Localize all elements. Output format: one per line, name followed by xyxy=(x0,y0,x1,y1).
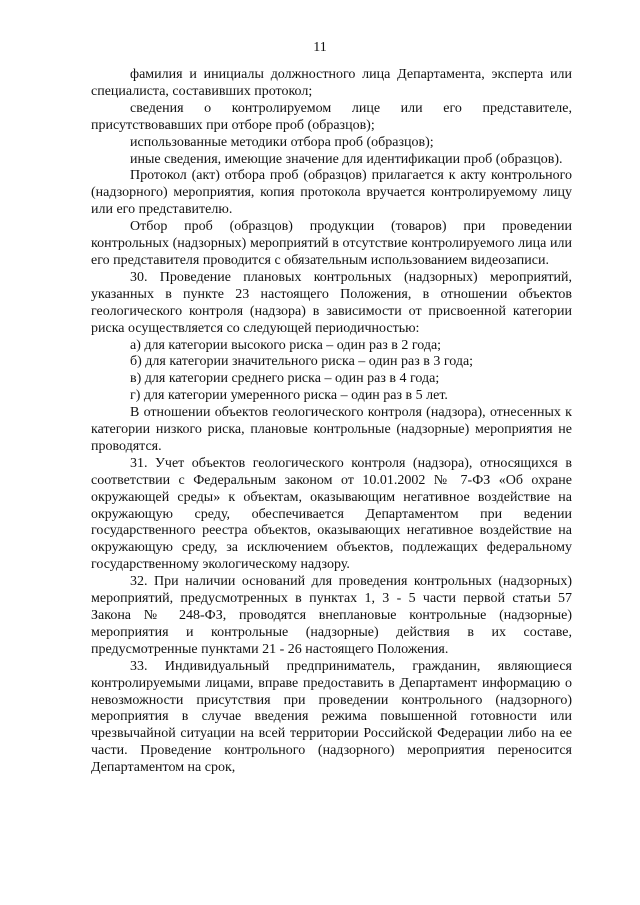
page-number: 11 xyxy=(313,40,327,55)
paragraph: Протокол (акт) отбора проб (образцов) прилагается к акту контрольного (надзорного) мероприятия, копия протокола вручается контролируемому лицу или его представителю. xyxy=(91,168,572,218)
paragraph: г) для категории умеренного риска – один раз в 5 лет. xyxy=(130,388,448,404)
paragraph: В отношении объектов геологического контроля (надзора), отнесенных к категории низкого риска, плановые контрольные (надзорные) мероприятия не проводятся. xyxy=(91,405,572,454)
paragraph: а) для категории высокого риска – один раз в 2 года; xyxy=(130,337,442,353)
paragraph: иные сведения, имеющие значение для идентификации проб (образцов). xyxy=(130,151,563,167)
paragraph: использованные методики отбора проб (образцов); xyxy=(130,134,434,150)
paragraph: Отбор проб (образцов) продукции (товаров) при проведении контрольных (надзорных) мероприятий в отсутствие контролируемого лица или его представителя проводится с обязательным использованием видеозаписи. xyxy=(91,219,572,268)
paragraph: сведения о контролируемом лице или его представителе, присутствовавших при отборе проб (образцов); xyxy=(91,100,572,133)
paragraph: б) для категории значительного риска – один раз в 3 года; xyxy=(130,354,474,370)
paragraph: 30. Проведение плановых контрольных (надзорных) мероприятий, указанных в пункте 23 настоящего Положения, в отношении объектов геологического контроля (надзора) в зависимости от присвоенной категории риска осуществляется со следующей периодичностью: xyxy=(91,269,572,336)
document-body xyxy=(91,67,572,777)
paragraph: фамилия и инициалы должностного лица Департамента, эксперта или специалиста, составивших протокол; xyxy=(91,67,572,99)
paragraph: в) для категории среднего риска – один раз в 4 года; xyxy=(130,371,440,387)
paragraph: 31. Учет объектов геологического контроля (надзора), относящихся в соответствии с Федеральным законом от 10.01.2002 № 7-ФЗ «Об охране окружающей среды» к объектам, оказывающим негативное воздействие на окружающую среду, обеспечивается Департаментом при ведении государственного реестра объектов, оказывающих негативное воздействие на окружающую среду, за исключением объектов, подлежащих федеральному государственному экологическому надзору. xyxy=(91,455,572,573)
paragraph: 33. Индивидуальный предприниматель, гражданин, являющиеся контролируемыми лицами, вправе предоставить в Департамент информацию о невозможности присутствия при проведении контрольного (надзорного) мероприятия в случае введения режима повышенной готовности или чрезвычайной ситуации на всей территории Российской Федерации либо на ее части. Проведение контрольного (надзорного) мероприятия переносится Департаментом на срок, xyxy=(91,658,572,776)
paragraph: 32. При наличии оснований для проведения контрольных (надзорных) мероприятий, предусмотренных в пунктах 1, 3 - 5 части первой статьи 57 Закона № 248-ФЗ, проводятся внеплановые контрольные (надзорные) мероприятия и контрольные (надзорные) действия в их составе, предусмотренные пунктами 21 - 26 настоящего Положения. xyxy=(91,574,572,657)
